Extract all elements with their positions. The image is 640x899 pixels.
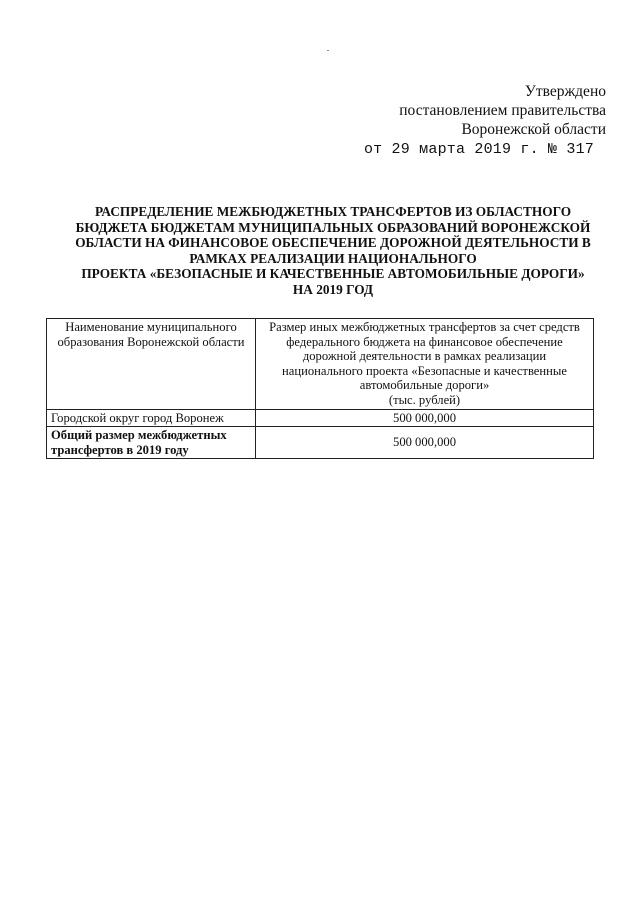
approval-line-2: постановлением правительства (399, 102, 606, 119)
row-transfer-value: 500 000,000 (256, 409, 594, 427)
title-line-3: ОБЛАСТИ НА ФИНАНСОВОЕ ОБЕСПЕЧЕНИЕ ДОРОЖНОЙ ДЕЯТЕЛЬНОСТИ В (75, 235, 591, 251)
document-title (60, 204, 606, 298)
title-line-1: РАСПРЕДЕЛЕНИЕ МЕЖБЮДЖЕТНЫХ ТРАНСФЕРТОВ ИЗ ОБЛАСТНОГО (94, 204, 572, 219)
title-line-4: РАМКАХ РЕАЛИЗАЦИИ НАЦИОНАЛЬНОГО (189, 250, 477, 266)
scan-speck (327, 50, 329, 51)
table-total-row (47, 427, 594, 459)
header-amount-line: Размер иных межбюджетных трансфертов за счет средств (269, 320, 580, 334)
title-line-2: БЮДЖЕТА БЮДЖЕТАМ МУНИЦИПАЛЬНЫХ ОБРАЗОВАНИЙ ВОРОНЕЖСКОЙ (75, 219, 591, 235)
total-label-line: Общий размер межбюджетных (51, 428, 227, 443)
header-amount-line: автомобильные дороги» (359, 378, 490, 393)
header-amount-unit: (тыс. рублей) (388, 392, 461, 407)
title-line-5: ПРОЕКТА «БЕЗОПАСНЫЕ И КАЧЕСТВЕННЫЕ АВТОМОБИЛЬНЫЕ ДОРОГИ» (81, 266, 585, 282)
table-header-row (47, 319, 594, 410)
approval-stamp (364, 82, 606, 159)
header-municipality-line: образования Воронежской области (57, 334, 245, 349)
total-label (47, 427, 256, 459)
header-amount-line: национального проекта «Безопасные и качественные (282, 363, 567, 378)
approval-line-3: Воронежской области (461, 121, 606, 138)
distribution-table (46, 318, 594, 459)
row-municipality-name: Городской округ город Воронеж (47, 409, 256, 427)
total-value: 500 000,000 (256, 427, 594, 459)
header-amount-line: дорожной деятельности в рамках реализации (302, 349, 547, 364)
header-transfer-amount (256, 319, 594, 410)
header-amount-line: федерального бюджета на финансовое обеспечение (286, 334, 563, 349)
title-line-6: НА 2019 ГОД (292, 281, 374, 297)
approval-date: от 29 марта 2019 г. № 317 (363, 141, 594, 158)
header-municipality (47, 319, 256, 410)
total-label-line: трансфертов в 2019 году (51, 442, 189, 457)
header-municipality-line: Наименование муниципального (65, 320, 237, 334)
approval-line-1: Утверждено (524, 83, 606, 100)
table-row (47, 409, 594, 427)
